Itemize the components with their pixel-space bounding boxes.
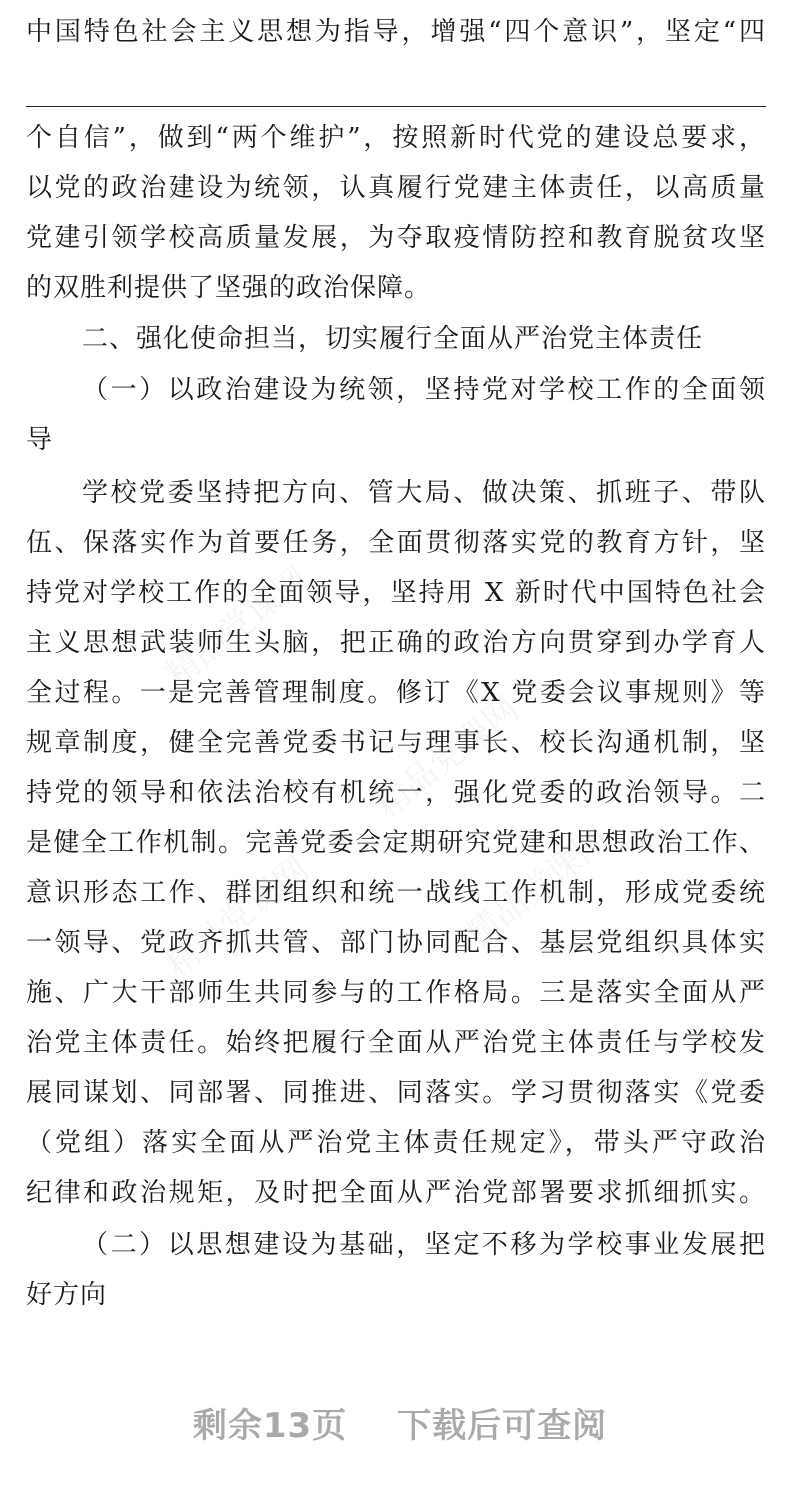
subsection-heading-cont: 导 [26,425,54,455]
text-line: 一领导、党政齐抓共管、部门协同配合、基层党组织具体实 [26,928,766,958]
text-line: 意识形态工作、群团组织和统一战线工作机制，形成党委统 [26,878,766,908]
text-line: 规章制度，健全完善党委书记与理事长、校长沟通机制，坚 [26,728,766,758]
text-line: 展同谋划、同部署、同推进、同落实。学习贯彻落实《党委 [26,1078,766,1108]
watermark: 精品党课网 [367,689,527,826]
text-line: 治党主体责任。始终把履行全面从严治党主体责任与学校发 [26,1028,766,1058]
watermark: 精品党课网 [157,559,317,696]
text-line: 个自信”，做到“两个维护”，按照新时代党的建设总要求， [26,123,766,153]
download-to-view-label[interactable]: 下载后可查阅 [397,1406,608,1446]
text-line: 学校党委坚持把方向、管大局、做决策、抓班子、带队 [82,478,766,508]
section-heading: 二、强化使命担当，切实履行全面从严治党主体责任 [82,324,704,354]
text-line: 全过程。一是完善管理制度。修订《X 党委会议事规则》等 [26,678,766,708]
watermark: 精品党课网 [457,819,617,956]
text-line: 伍、保落实作为首要任务，全面贯彻落实党的教育方针，坚 [26,528,766,558]
text-line: 以党的政治建设为统领，认真履行党建主体责任，以高质量 [26,173,766,203]
text-line: 持党对学校工作的全面领导，坚持用 X 新时代中国特色社会 [26,578,766,608]
subsection-heading: （一）以政治建设为统领，坚持党对学校工作的全面领 [82,375,766,405]
text-line: 是健全工作机制。完善党委会定期研究党建和思想政治工作、 [26,828,766,858]
text-line: 持党的领导和依法治校有机统一，强化党委的政治领导。二 [26,778,766,808]
text-line: 的双胜利提供了坚强的政治保障。 [26,273,432,303]
text-line: 施、广大干部师生共同参与的工作格局。三是落实全面从严 [26,978,766,1008]
header-divider [26,106,766,107]
download-prompt[interactable] [0,1398,800,1447]
text-line: 主义思想武装师生头脑，把正确的政治方向贯穿到办学育人 [26,628,766,658]
text-line: 纪律和政治规矩，及时把全面从严治党部署要求抓细抓实。 [26,1178,766,1208]
text-line: 中国特色社会主义思想为指导，增强“四个意识”，坚定“四 [26,17,766,47]
remaining-pages-label: 剩余13页 [192,1406,348,1446]
subsection-heading-cont: 好方向 [26,1280,108,1310]
text-line: （党组）落实全面从严治党主体责任规定》，带头严守政治 [26,1128,766,1158]
subsection-heading: （二）以思想建设为基础，坚定不移为学校事业发展把 [82,1230,766,1260]
text-line: 党建引领学校高质量发展，为夺取疫情防控和教育脱贫攻坚 [26,223,766,253]
watermark: 精品党课网 [157,849,317,986]
